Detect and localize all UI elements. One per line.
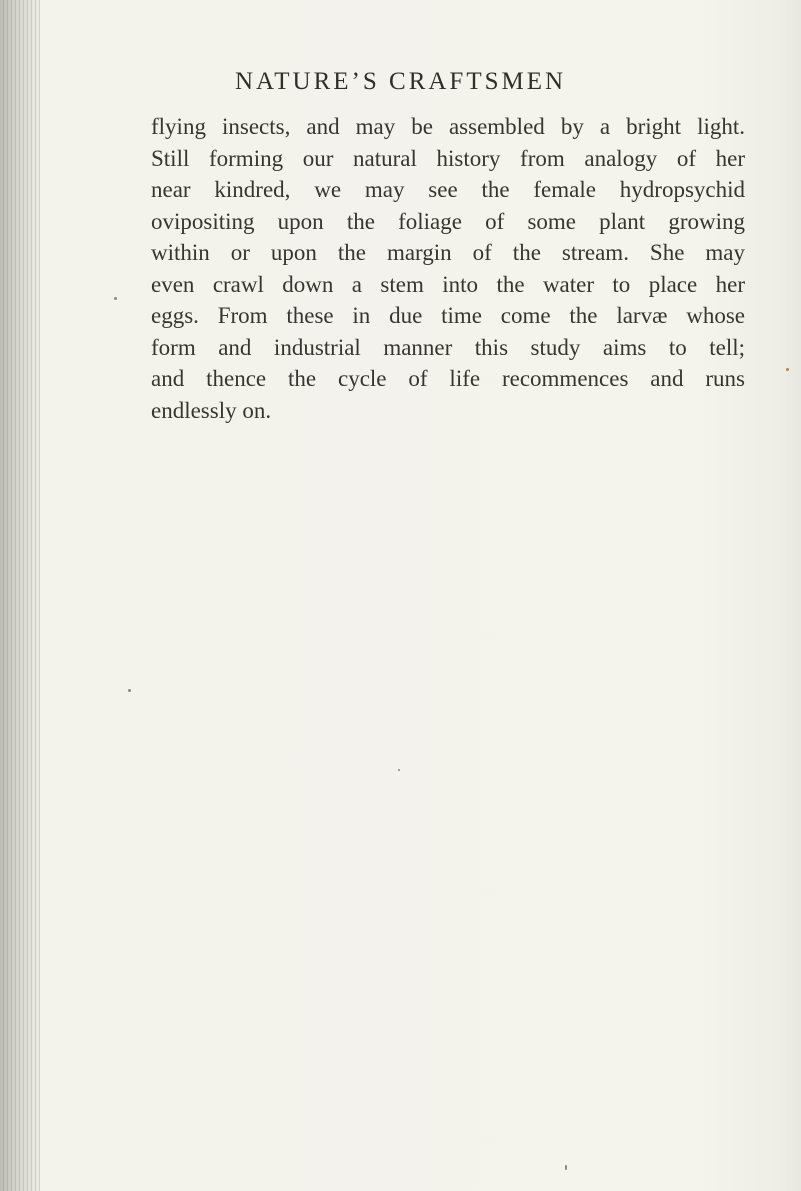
text-line: endlessly on.: [151, 397, 272, 423]
text-line: near kindred, we may see the female hydropsychid: [151, 177, 745, 202]
text-line: even crawl down a stem into the water to place her: [151, 271, 745, 297]
text-line: within or upon the margin of the stream. She may: [151, 240, 745, 265]
text-line: flying insects, and may be assembled by a bright light.: [151, 114, 745, 139]
text-line: form and industrial manner this study aims to tell;: [151, 334, 745, 360]
paper-speck: [128, 689, 131, 692]
text-line: eggs. From these in due time come the larvæ whose: [151, 303, 745, 328]
paper-speck: [114, 297, 117, 300]
paper-speck: [786, 368, 789, 371]
text-line: and thence the cycle of life recommences and runs: [151, 366, 745, 391]
page-binding-edge: [0, 0, 40, 1191]
body-paragraph: [151, 111, 745, 426]
text-line: Still forming our natural history from analogy of her: [151, 145, 745, 171]
running-head: NATURE’S CRAFTSMEN: [234, 68, 567, 95]
paper-speck: [398, 769, 400, 771]
paper-speck: [565, 1165, 567, 1170]
text-line: ovipositing upon the foliage of some plant growing: [151, 208, 745, 234]
